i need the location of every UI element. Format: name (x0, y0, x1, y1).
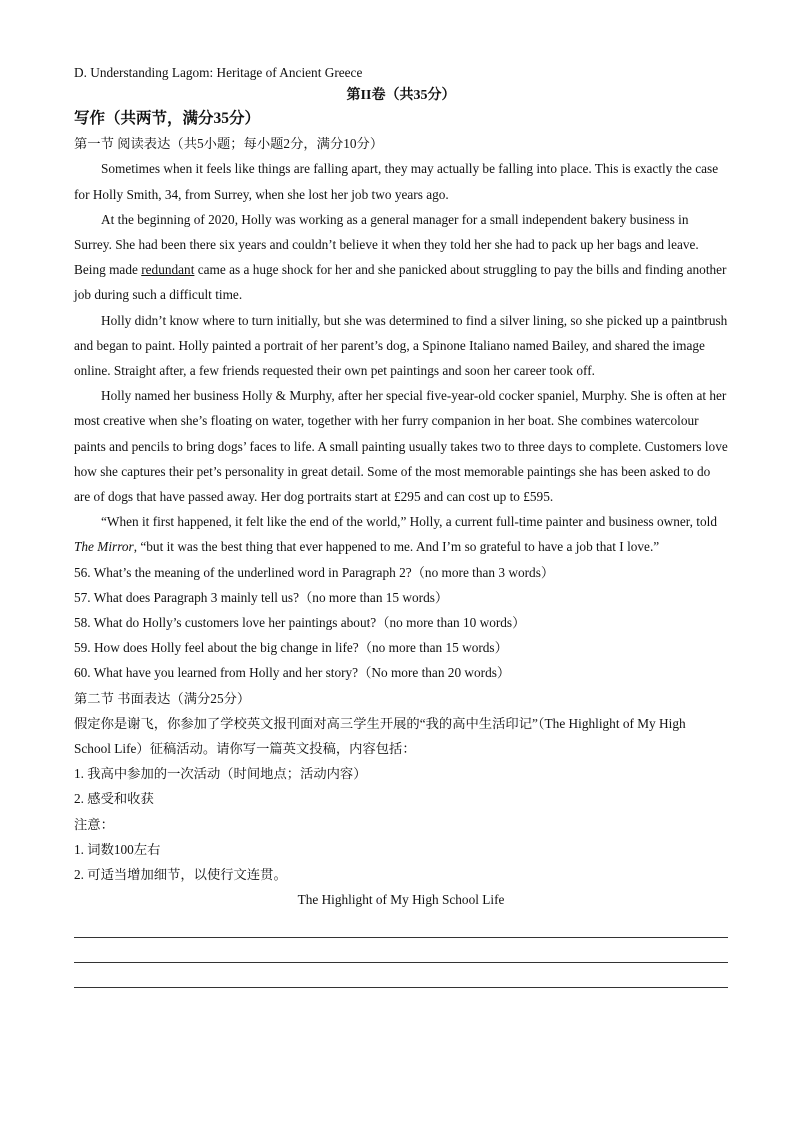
passage-paragraph-2 (74, 207, 728, 308)
essay-title: The Highlight of My High School Life (297, 892, 505, 908)
part2-heading: 第二节 书面表达（满分25分） (74, 690, 251, 706)
passage-paragraph-1: Sometimes when it feels like things are falling apart, they may actually be falling into place. This is exactly the case for Holly Smith, 34, from Surrey, when she lost her job two years ago. (74, 161, 719, 202)
note-2: 2. 可适当增加细节，以使行文连贯。 (74, 867, 287, 883)
option-d: D. Understanding Lagom: Heritage of Ancient Greece (74, 65, 363, 80)
p5-text-after: , “but it was the best thing that ever happened to me. And I’m so grateful to have a job that I love.” (133, 539, 660, 555)
part1-heading: 第一节 阅读表达（共5小题；每小题2分，满分10分） (74, 136, 384, 152)
p2-text-after: came as a huge shock for her and she panicked about struggling to pay the bills and finding another job during such a difficult time. (74, 262, 727, 303)
p5-text-before: “When it first happened, it felt like the end of the world,” Holly, a current full-time painter and business owner, told (101, 514, 717, 530)
task-item-2: 2. 感受和收获 (74, 791, 154, 807)
question-58: 58. What do Holly’s customers love her paintings about?（no more than 10 words） (74, 615, 526, 631)
writing-line-1[interactable] (74, 913, 728, 938)
task-item-1: 1. 我高中参加的一次活动（时间地点；活动内容） (74, 766, 367, 782)
writing-line-3[interactable] (74, 963, 728, 988)
notes-label: 注意： (74, 816, 114, 832)
writing-line-2[interactable] (74, 938, 728, 963)
passage-paragraph-4: Holly named her business Holly & Murphy, after her special five-year-old cocker spaniel, Murphy. She is often at her most creative when she’s floating on water, together with her furry companion in her boat. She combines watercolour paints and pencils to bring dogs’ faces to life. A small painting usually takes two to three days to complete. Customers love how she captures their pet’s personality in great detail. Some of the most memorable paintings she has been asked to do are of dogs that have passed away. Her dog portraits start at £295 and can cost up to £595. (74, 388, 728, 505)
question-60: 60. What have you learned from Holly and her story?（No more than 20 words） (74, 665, 511, 681)
exam-page (74, 60, 728, 988)
task-description-line-2: School Life）征稿活动。请你写一篇英文投稿，内容包括： (74, 741, 416, 757)
question-59: 59. How does Holly feel about the big change in life?（no more than 15 words） (74, 640, 508, 656)
passage-paragraph-5 (74, 509, 728, 559)
section-title: 写作（共两节，满分35分） (74, 110, 261, 128)
passage-paragraph-3: Holly didn’t know where to turn initially, but she was determined to find a silver lining, so she picked up a paintbrush and began to paint. Holly painted a portrait of her parent’s dog, a Spinone Italiano named Bailey, and shared the image online. Straight after, a few friends requested their own pet paintings and soon her career took off. (74, 312, 728, 379)
question-57: 57. What does Paragraph 3 mainly tell us?（no more than 15 words） (74, 589, 449, 605)
publication-name: The Mirror (74, 539, 134, 555)
note-1: 1. 词数100左右 (74, 841, 161, 857)
task-description-line-1: 假定你是谢飞，你参加了学校英文报刊面对高三学生开展的“我的高中生活印记”（The Highlight of My High (74, 715, 686, 731)
question-56: 56. What’s the meaning of the underlined word in Paragraph 2?（no more than 3 words） (74, 564, 555, 580)
p2-text-before: At the beginning of 2020, Holly was working as a general manager for a small independent bakery business in Surrey. She had been there six years and couldn’t believe it when they told her she had to pack up her bags and leave. Being made (74, 211, 699, 278)
underlined-word: redundant (141, 262, 195, 278)
part-title: 第II卷（共35分） (346, 88, 456, 104)
